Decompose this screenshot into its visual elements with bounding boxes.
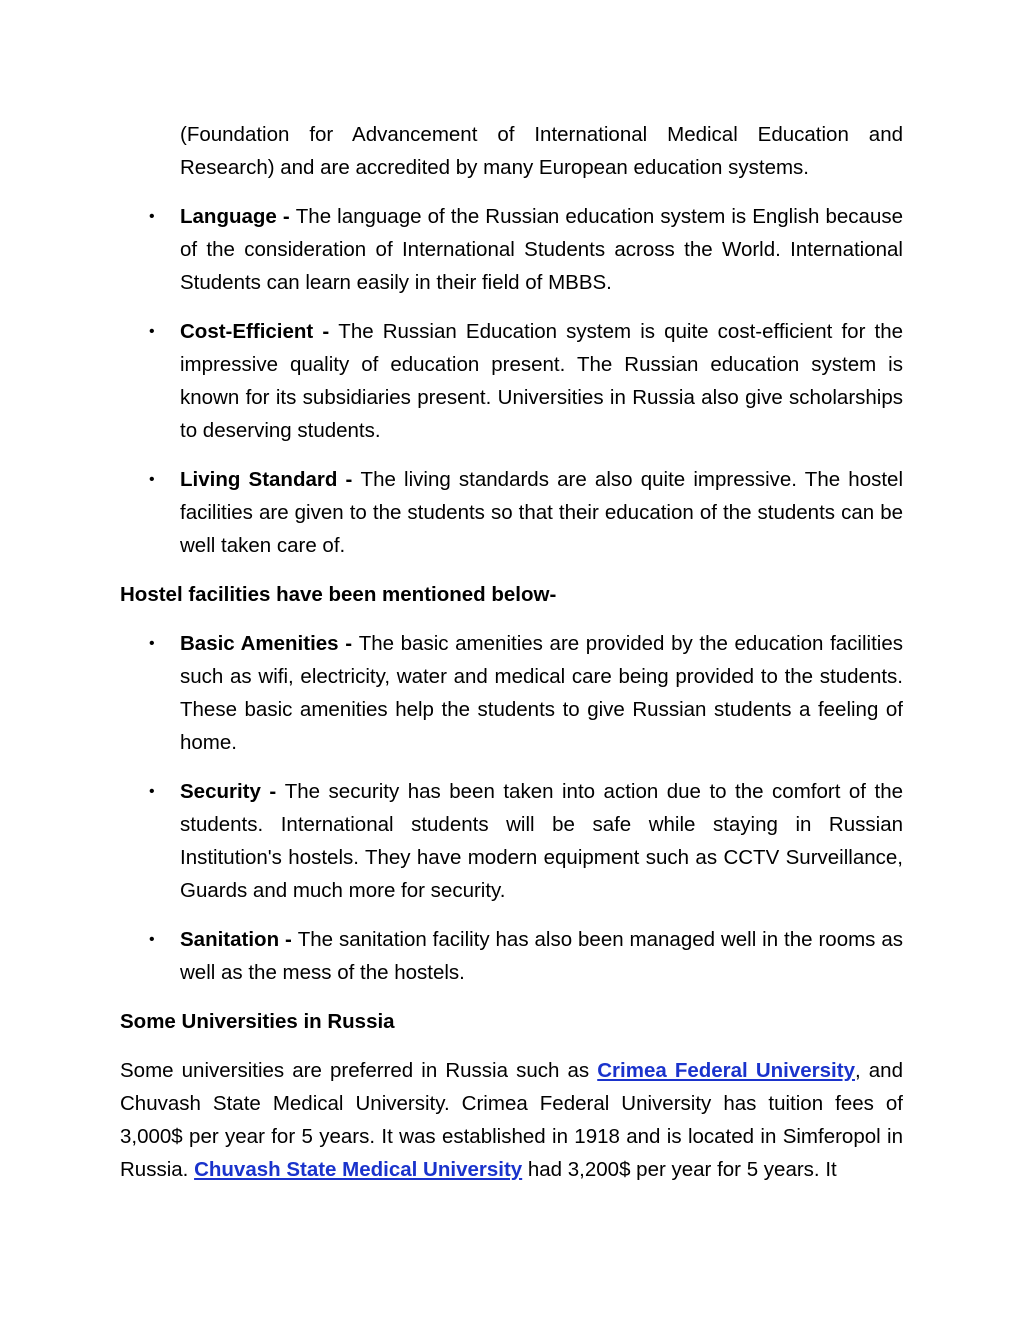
list-item-language [120, 200, 903, 299]
list-item-living-standard [120, 463, 903, 562]
benefit-term: Language - [180, 205, 296, 228]
universities-text-part3: had 3,200$ per year for 5 years. It [522, 1158, 837, 1181]
hostel-facilities-list [120, 627, 903, 989]
bullet-icon: • [149, 783, 155, 800]
bullet-icon: • [149, 931, 155, 948]
bullet-icon: • [149, 471, 155, 488]
list-item-sanitation [120, 923, 903, 989]
universities-text-part1: Some universities are preferred in Russia such as [120, 1059, 598, 1082]
facility-text: The sanitation facility has also been managed well in the rooms as well as the mess of the hostels. [180, 928, 903, 984]
benefit-term: Cost-Efficient - [180, 320, 339, 343]
universities-text-part2: , and Chuvash State Medical University. Crimea Federal University has tuition fees of 3,000$ per year for 5 years. It was established in 1918 and is located in Simferopol in Russia. [120, 1059, 903, 1181]
facility-term: Security - [180, 780, 285, 803]
facility-text: The security has been taken into action due to the comfort of the students. International students will be safe while staying in Russian Institution's hostels. They have modern equipment such as CCTV Surveillance, Guards and much more for security. [180, 780, 903, 902]
benefit-text: The living standards are also quite impressive. The hostel facilities are given to the students so that their education of the students can be well taken care of. [180, 468, 903, 557]
facility-text: The basic amenities are provided by the education facilities such as wifi, electricity, water and medical care being provided to the students. These basic amenities help the students to give Russian students a feeling of home. [180, 632, 903, 754]
list-item-basic-amenities [120, 627, 903, 759]
benefit-text: The Russian Education system is quite cost-efficient for the impressive quality of education present. The Russian education system is known for its subsidiaries present. Universities in Russia also give scholarships to deserving students. [180, 320, 904, 442]
crimea-federal-university-link[interactable]: Crimea Federal University [597, 1059, 855, 1082]
bullet-icon: • [149, 635, 155, 652]
facility-term: Sanitation - [180, 928, 298, 951]
list-item-security [120, 775, 903, 907]
hostel-facilities-heading: Hostel facilities have been mentioned below- [120, 583, 557, 606]
benefit-text: The language of the Russian education system is English because of the consideration of International Students across the World. International Students can learn easily in their field of MBBS. [180, 205, 903, 294]
intro-continuation-paragraph: (Foundation for Advancement of International Medical Education and Research) and are accredited by many European education systems. [180, 123, 903, 179]
document-content [120, 118, 903, 1202]
universities-paragraph [120, 1054, 903, 1186]
facility-term: Basic Amenities - [180, 632, 359, 655]
benefits-list [120, 200, 903, 562]
chuvash-state-medical-university-link[interactable]: Chuvash State Medical University [194, 1158, 523, 1181]
universities-heading: Some Universities in Russia [120, 1010, 395, 1033]
bullet-icon: • [149, 323, 155, 340]
benefit-term: Living Standard - [180, 468, 361, 491]
list-item-cost-efficient [120, 315, 903, 447]
bullet-icon: • [149, 208, 155, 225]
